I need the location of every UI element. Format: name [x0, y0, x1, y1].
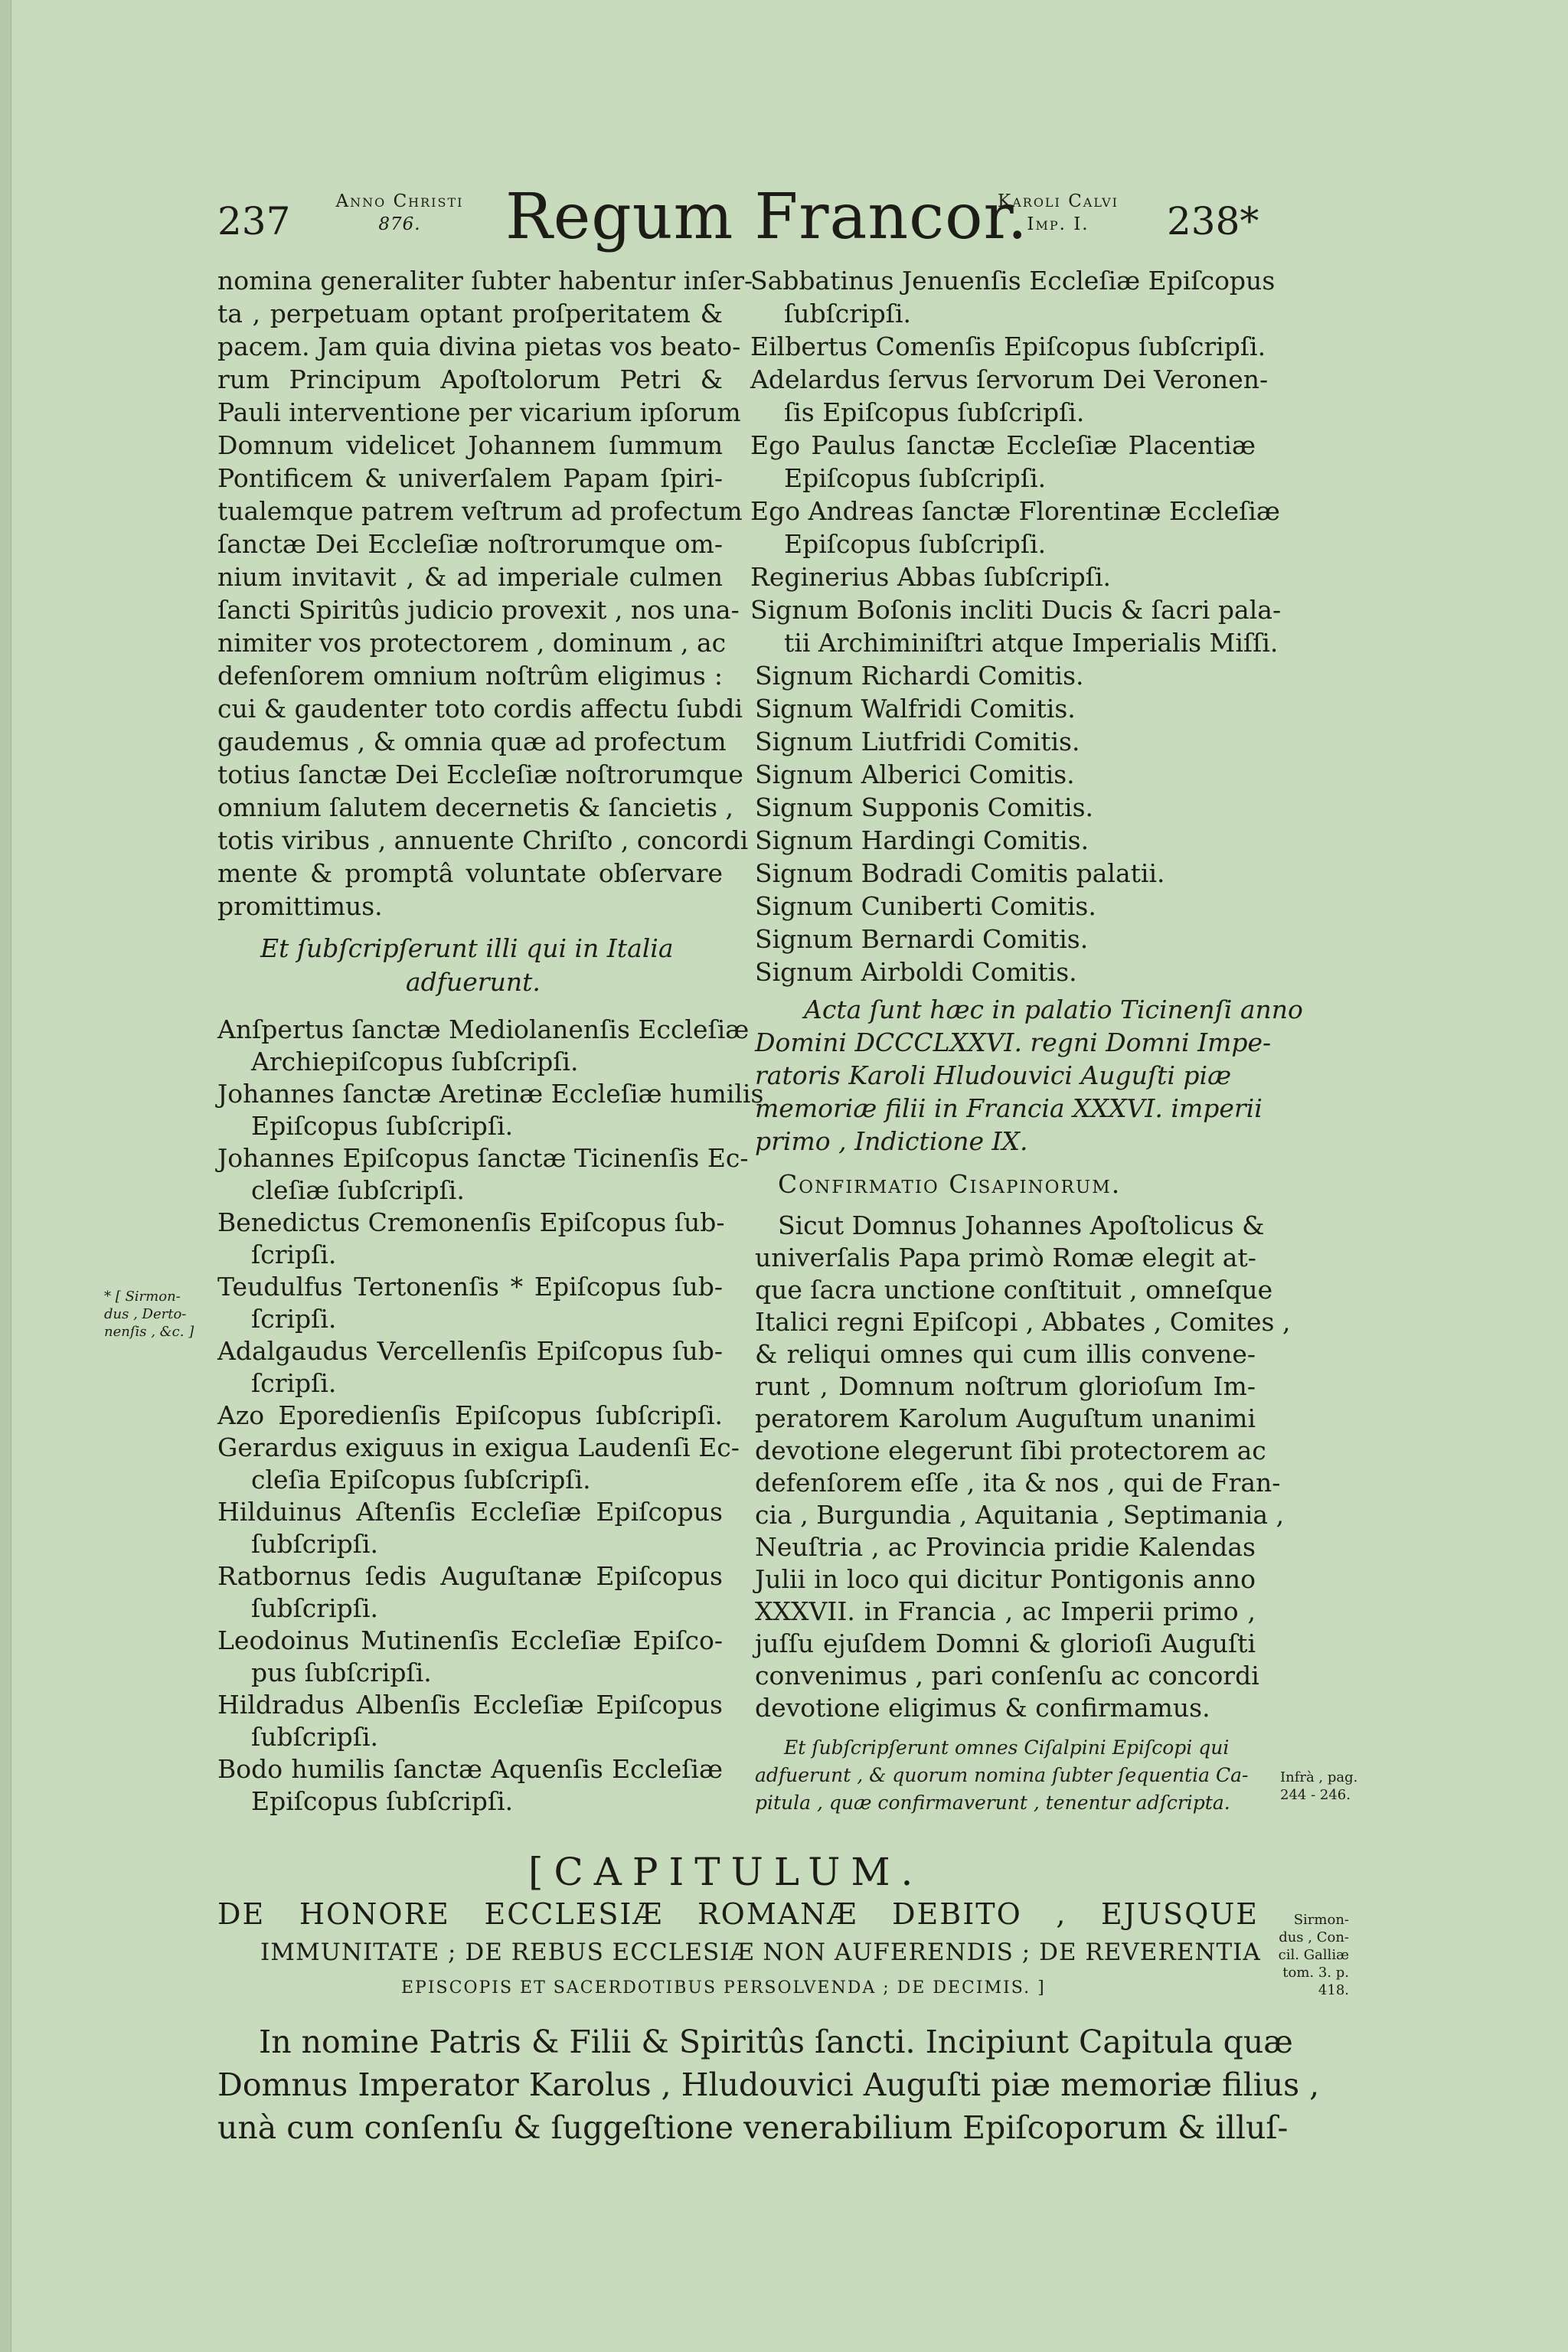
margin-note-line: tom. 3. p.	[1282, 1965, 1349, 1981]
signum-line: Signum Richardi Comitis.	[755, 661, 1084, 691]
text-line: gaudemus , & omnia quæ ad profectum	[217, 727, 727, 756]
text-line: ſanctæ Dei Eccleſiæ noſtrorumque om-	[217, 529, 723, 559]
list-item-cont: cleſia Epiſcopus ſubſcripſi.	[251, 1465, 591, 1494]
text-line: pacem. Jam quia divina pietas vos beato-	[217, 332, 741, 361]
confirmatio-line: convenimus , pari conſenſu ac concordi	[755, 1661, 1259, 1690]
confirmatio-line: Italici regni Epiſcopi , Abbates , Comites ,	[755, 1307, 1291, 1337]
confirmatio-line: & reliqui omnes qui cum illis convene-	[755, 1339, 1256, 1369]
margin-note-line: Infrà , pag.	[1280, 1769, 1358, 1785]
acta-line: primo , Indictione IX.	[755, 1126, 1028, 1156]
list-item-cont: ſubſcripſi.	[251, 1722, 378, 1752]
list-item: Hildradus Albenſis Eccleſiæ Epiſcopus	[217, 1690, 723, 1720]
confirmatio-line: Julii in loco qui dicitur Pontigonis anno	[755, 1564, 1256, 1594]
subscription-note: adfuerunt , & quorum nomina ſubter ſequentia Ca-	[755, 1764, 1249, 1786]
list-item-cont: Epiſcopus ſubſcripſi.	[251, 1786, 514, 1816]
anno-year: 876.	[378, 214, 421, 234]
margin-note-line: Sirmon-	[1293, 1912, 1349, 1928]
text-line: totius ſanctæ Dei Eccleſiæ noſtrorumque	[217, 760, 743, 789]
list-item: Benedictus Cremonenſis Epiſcopus ſub-	[217, 1207, 725, 1237]
confirmatio-line: Neuſtria , ac Provincia pridie Kalendas	[755, 1532, 1256, 1562]
subscription-heading: Et ſubſcripſerunt illi qui in Italia	[260, 933, 674, 963]
text-line: defenſorem omnium noſtrûm eligimus :	[217, 661, 723, 691]
text-line: Domnum videlicet Johannem ſummum	[217, 430, 723, 460]
capitulum-title: [CAPITULUM.	[528, 1850, 924, 1894]
confirmatio-line: univerſalis Papa primò Romæ elegit at-	[755, 1243, 1256, 1272]
margin-note-line: cil. Galliæ	[1278, 1947, 1349, 1963]
signum-line: Signum Alberici Comitis.	[755, 760, 1075, 789]
confirmatio-line: runt , Domnum noſtrum glorioſum Im-	[755, 1371, 1256, 1401]
capitulum-text-line: unà cum conſenſu & ſuggeſtione venerabilium Epiſcoporum & illuſ-	[217, 2109, 1289, 2146]
confirmatio-line: peratorem Karolum Auguſtum unanimi	[755, 1403, 1256, 1433]
signum-line: Signum Liutfridi Comitis.	[755, 727, 1080, 756]
signum-line: Signum Bernardi Comitis.	[755, 924, 1089, 954]
signum-line: Signum Cuniberti Comitis.	[755, 891, 1096, 921]
list-item: Ratbornus ſedis Auguſtanæ Epiſcopus	[217, 1561, 723, 1591]
list-item-cont: pus ſubſcripſi.	[251, 1658, 432, 1687]
capitulum-heading-line-2: IMMUNITATE ; DE REBUS ECCLESIÆ NON AUFERENDIS ; DE REVERENTIA	[260, 1939, 1261, 1966]
list-item: Anſpertus ſanctæ Mediolanenſis Eccleſiæ	[217, 1014, 750, 1044]
anno-label: Anno Christi	[335, 191, 464, 211]
signum-line: Signum Airboldi Comitis.	[755, 957, 1077, 987]
running-title: Regum Francor.	[505, 181, 1028, 253]
text-line: cui & gaudenter toto cordis affectu ſubdi	[217, 694, 743, 724]
confirmatio-line: XXXVII. in Francia , ac Imperii primo ,	[755, 1596, 1256, 1626]
page-number-right: 238*	[1167, 199, 1259, 243]
text-line: ſancti Spiritûs judicio provexit , nos una-	[217, 595, 740, 625]
text-line: Ego Andreas ſanctæ Florentinæ Eccleſiæ	[750, 496, 1280, 526]
text-line: Ego Paulus ſanctæ Eccleſiæ Placentiæ	[750, 430, 1256, 460]
list-item-cont: ſcripſi.	[251, 1368, 337, 1398]
text-line: promittimus.	[217, 891, 383, 921]
imperii-year: Imp. I.	[1027, 214, 1089, 234]
list-item: Gerardus exiguus in exigua Laudenſi Ec-	[217, 1432, 740, 1462]
page-number-left: 237	[217, 199, 291, 243]
confirmatio-line: defenſorem eſſe , ita & nos , qui de Fran-	[755, 1468, 1281, 1498]
list-item-cont: Epiſcopus ſubſcripſi.	[251, 1111, 514, 1141]
text-line: Epiſcopus ſubſcripſi.	[784, 463, 1047, 493]
karoli-label: Karoli Calvi	[998, 191, 1119, 211]
text-line: mente & promptâ voluntate obſervare	[217, 858, 723, 888]
margin-note-line: 244 - 246.	[1280, 1787, 1351, 1803]
confirmatio-line: juſſu ejuſdem Domni & glorioſi Auguſti	[755, 1628, 1256, 1658]
text-line: tii Archiminiſtri atque Imperialis Miſſi.	[784, 628, 1279, 658]
margin-note-sirmondus-right	[1263, 1911, 1349, 1999]
margin-note-line: 418.	[1318, 1982, 1349, 1998]
signum-line: Signum Walfridi Comitis.	[755, 694, 1076, 724]
acta-line: Domini DCCCLXXVI. regni Domni Impe-	[755, 1027, 1272, 1057]
margin-note-line: nenſis , &c. ]	[104, 1324, 194, 1340]
text-line: Signum Boſonis incliti Ducis & ſacri pala-	[750, 595, 1282, 625]
subscription-note: pitula , quæ confirmaverunt , tenentur adſcripta.	[755, 1792, 1230, 1814]
list-item: Bodo humilis ſanctæ Aquenſis Eccleſiæ	[217, 1754, 723, 1784]
text-line: Eilbertus Comenſis Epiſcopus ſubſcripſi.	[750, 332, 1266, 361]
signum-line: Signum Supponis Comitis.	[755, 792, 1093, 822]
list-item: Adalgaudus Vercellenſis Epiſcopus ſub-	[217, 1336, 723, 1366]
capitulum-heading-line-1: DE HONORE ECCLESIÆ ROMANÆ DEBITO , EJUSQUE	[217, 1897, 1259, 1931]
capitulum-heading-line-3: EPISCOPIS ET SACERDOTIBUS PERSOLVENDA ; DE DECIMIS. ]	[401, 1978, 1046, 1998]
capitulum-text-line: In nomine Patris & Filii & Spiritûs ſancti. Incipiunt Capitula quæ	[259, 2024, 1293, 2060]
confirmatio-title: Confirmatio Cisapinorum.	[778, 1169, 1122, 1199]
margin-note-line: * [ Sirmon-	[104, 1289, 181, 1305]
signum-line: Signum Bodradi Comitis palatii.	[755, 858, 1165, 888]
subscription-note: Et ſubſcripſerunt omnes Ciſalpini Epiſcopi qui	[784, 1736, 1230, 1759]
margin-note-line: dus , Con-	[1279, 1929, 1349, 1945]
list-item-cont: ſubſcripſi.	[251, 1593, 378, 1623]
text-line: Epiſcopus ſubſcripſi.	[784, 529, 1047, 559]
text-line: Pontificem & univerſalem Papam ſpiri-	[217, 463, 723, 493]
margin-note-sirmondus-left	[104, 1288, 194, 1341]
list-item: Leodoinus Mutinenſis Eccleſiæ Epiſco-	[217, 1625, 723, 1655]
list-item: Hilduinus Aſtenſis Eccleſiæ Epiſcopus	[217, 1497, 723, 1527]
subscription-heading-cont: adfuerunt.	[406, 967, 541, 997]
list-item-cont: ſubſcripſi.	[251, 1529, 378, 1559]
text-line: nium invitavit , & ad imperiale culmen	[217, 562, 723, 592]
confirmatio-line: que ſacra unctione conſtituit , omneſque	[755, 1275, 1273, 1305]
text-line: Adelardus ſervus ſervorum Dei Veronen-	[750, 364, 1269, 394]
list-item: Johannes Epiſcopus ſanctæ Ticinenſis Ec-	[217, 1143, 749, 1173]
text-line: Pauli interventione per vicarium ipſorum	[217, 397, 741, 427]
text-line: totis viribus , annuente Chriſto , concordi	[217, 825, 749, 855]
text-line: tualemque patrem veſtrum ad profectum	[217, 496, 743, 526]
confirmatio-line: cia , Burgundia , Aquitania , Septimania ,	[755, 1500, 1285, 1530]
margin-note-line: dus , Derto-	[104, 1306, 187, 1322]
list-item: Azo Eporedienſis Epiſcopus ſubſcripſi.	[217, 1400, 723, 1430]
text-line: Reginerius Abbas ſubſcripſi.	[750, 562, 1112, 592]
list-item: Teudulfus Tertonenſis * Epiſcopus ſub-	[217, 1272, 723, 1302]
acta-line: Acta ſunt hæc in palatio Ticinenſi anno	[804, 995, 1303, 1024]
text-line: ta , perpetuam optant proſperitatem &	[217, 299, 723, 328]
confirmatio-line: devotione eligimus & confirmamus.	[755, 1693, 1210, 1723]
text-line: nomina generaliter ſubter habentur inſer-	[217, 266, 753, 296]
list-item-cont: cleſiæ ſubſcripſi.	[251, 1175, 465, 1205]
text-line: rum Principum Apoſtolorum Petri &	[217, 364, 723, 394]
confirmatio-line: devotione elegerunt ſibi protectorem ac	[755, 1436, 1266, 1465]
list-item-cont: ſcripſi.	[251, 1240, 337, 1269]
list-item: Johannes ſanctæ Aretinæ Eccleſiæ humilis	[217, 1079, 764, 1109]
confirmatio-line: Sicut Domnus Johannes Apoſtolicus &	[778, 1210, 1265, 1240]
text-line: ſubſcripſi.	[784, 299, 911, 328]
list-item-cont: Archiepiſcopus ſubſcripſi.	[251, 1047, 579, 1076]
acta-line: memoriæ filii in Francia XXXVI. imperii	[755, 1093, 1263, 1123]
list-item-cont: ſcripſi.	[251, 1304, 337, 1334]
signum-line: Signum Hardingi Comitis.	[755, 825, 1089, 855]
text-line: omnium ſalutem decernetis & ſancietis ,	[217, 792, 734, 822]
capitulum-text-line: Domnus Imperator Karolus , Hludouvici Auguſti piæ memoriæ filius ,	[217, 2066, 1320, 2103]
text-line: ſis Epiſcopus ſubſcripſi.	[784, 397, 1085, 427]
margin-note-infra	[1280, 1769, 1357, 1804]
text-line: nimiter vos protectorem , dominum , ac	[217, 628, 727, 658]
text-line: Sabbatinus Jenuenſis Eccleſiæ Epiſcopus	[750, 266, 1276, 296]
acta-line: ratoris Karoli Hludouvici Auguſti piæ	[755, 1060, 1232, 1090]
